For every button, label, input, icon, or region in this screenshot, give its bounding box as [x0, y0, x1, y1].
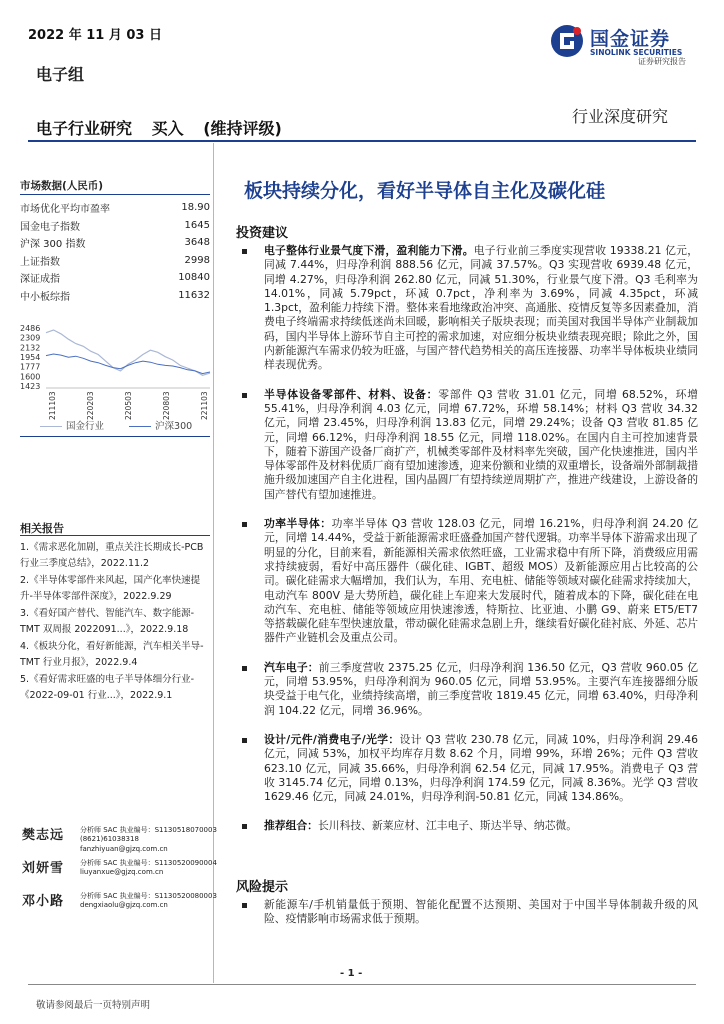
legend-item — [40, 418, 104, 432]
related-report-item[interactable]: 3.《看好国产替代、智能汽车、数字能源-TMT 双周报 2022091...》，2022.9.18 — [20, 608, 194, 635]
analyst-phone: (8621)61038318 — [80, 835, 139, 843]
analyst-name: 刘妍雪 — [22, 861, 65, 876]
y-tick-label: 1600 — [20, 372, 41, 382]
report-category: 证券研究报告 — [638, 57, 686, 66]
advice-item — [236, 661, 698, 718]
risk-body — [236, 898, 698, 942]
related-reports-list — [20, 540, 212, 705]
bullet-icon — [242, 249, 247, 254]
legend-label: 国金行业 — [66, 421, 105, 432]
chart-legend — [40, 418, 214, 432]
advice-text: 设计 Q3 营收 230.78 亿元，同减 10%，归母净利润 29.46 亿元，同减 53%，加权平均库存月数 8.62 个月，同增 99%，环增 26%；元件 Q3 营收 623.10 亿元，同减 35.66%，归母净利润 62.54 亿元，同减 17.95%。消费电子 Q3 营收 3145.74 亿元，同增 0.13%，归母净利润 174.59 亿元，同减 8.36%。光学 Q3 营收 1629.46 亿元，同减 24.01%，归母净利润-50.81 亿元，同减 134.86%。 — [264, 732, 698, 804]
legend-label: 沪深300 — [155, 421, 193, 432]
column-divider — [213, 143, 214, 983]
risk-text: 新能源车/手机销量低于预期、智能化配置不达预期、美国对于中国半导体制裁升级的风险、疫情影响市场需求低于预期。 — [264, 898, 698, 926]
market-row-label: 深证成指 — [20, 274, 60, 286]
rating-line — [36, 116, 296, 139]
advice-item — [236, 388, 698, 502]
bullet-icon — [242, 738, 247, 743]
logo-mark-icon — [550, 24, 584, 58]
rating-status: (维持评级) — [203, 119, 282, 138]
market-row — [20, 287, 210, 305]
advice-lead: 功率半导体： — [264, 517, 332, 531]
market-row-label: 上证指数 — [20, 256, 60, 268]
investment-advice-body — [236, 244, 698, 849]
footer-divider — [28, 984, 696, 985]
bullet-icon — [242, 522, 247, 527]
market-row-label: 沪深 300 指数 — [20, 239, 86, 251]
bullet-icon — [242, 903, 247, 908]
market-row-label: 中小板综指 — [20, 291, 70, 303]
y-tick-label: 2132 — [20, 343, 41, 353]
analyst-cert: 分析师 SAC 执业编号：S1130520090004 — [80, 859, 217, 867]
header-divider — [28, 140, 696, 142]
analyst-contact — [80, 835, 168, 854]
related-reports-title: 相关报告 — [20, 522, 64, 535]
risk-title: 风险提示 — [236, 880, 289, 895]
related-report-item[interactable]: 1.《需求恶化加剧，重点关注长期成长-PCB 行业三季度总结》，2022.11.2 — [20, 542, 204, 569]
analyst-name: 邓小路 — [22, 894, 65, 909]
market-row-value: 11632 — [178, 289, 210, 301]
x-tick-label: 220803 — [162, 391, 171, 420]
analyst-email[interactable]: liuyanxue@gjzq.com.cn — [80, 868, 164, 876]
y-tick-label: 1777 — [20, 362, 41, 372]
advice-item — [236, 244, 698, 373]
market-row-value: 18.90 — [181, 202, 210, 214]
investment-advice-title: 投资建议 — [236, 226, 289, 241]
market-row — [20, 234, 210, 252]
related-report-item[interactable]: 5.《看好需求旺盛的电子半导体细分行业-《2022-09-01 行业...》，2022.9.1 — [20, 674, 194, 701]
market-row-label: 市场优化平均市盈率 — [20, 204, 110, 216]
analyst-email[interactable]: dengxiaolu@gjzq.com.cn — [80, 901, 168, 909]
market-row — [20, 269, 210, 287]
analyst-contact — [80, 868, 163, 878]
analyst-cert: 分析师 SAC 执业编号：S1130518070003 — [80, 826, 217, 834]
market-data-title: 市场数据(人民币) — [20, 180, 104, 192]
market-row-value: 10840 — [178, 272, 210, 284]
advice-text: 电子行业前三季度实现营收 19338.21 亿元，同减 7.44%，归母净利润 888.56 亿元，同减 37.57%。Q3 实现营收 6939.48 亿元，同增 4.27%，归母净利润 262.80 亿元，同减 51.30%，行业景气度下滑。Q3 毛利率为 14.01%，同减 5.79pct，环减 0.7pct，净利率为 3.69%，同减 4.35pct，环减 1.3pct，盈利能力持续下滑。整体来看地缘政治冲突、高通胀、疫情反复等多因素叠加，消费电子终端需求持续低迷尚未回暖，影响相关子版块表现；而美国对我国半导体产业制裁加码，国内半导体上游环节自主可控的需求加速，对应细分板块业绩表现亮眼；除此之外，国内新能源汽车需求仍较为旺盛，与国产替代趋势相关的高压连接器、功率半导体板块业绩同样表现优秀。 — [264, 244, 698, 372]
chart-divider — [20, 436, 210, 437]
advice-text: 功率半导体 Q3 营收 128.03 亿元，同增 16.21%，归母净利润 24.20 亿元，同增 14.44%，受益于新能源需求旺盛叠加国产替代逻辑。功率半导体下游需求出现了明显的分化，目前来看，新能源相关需求依然旺盛，工业需求稳中有所下降，消费级应用需求持续疲弱，看好中高压器件（碳化硅、IGBT、超级 MOS）及新能源应用占比较高的公司。碳化硅需求大幅增加，我们认为，车用、充电桩、储能等领域对碳化硅需求持续加大，电动汽车 800V 是大势所趋，碳化硅上车迎来大发展时代，随着成本的下降，碳化硅在电动汽车、充电桩、储能等领域应用快速渗透，特斯拉、比亚迪、小鹏 G9、蔚来 ET5/ET7 等搭载碳化硅车型快速放量，带动碳化硅需求急剧上升，继续看好碳化硅衬底、外延、芯片器件产业链机会及重点公司。 — [264, 517, 698, 645]
market-row — [20, 252, 210, 270]
x-tick-label: 211103 — [48, 391, 57, 420]
analyst-card — [20, 855, 217, 888]
advice-item — [236, 733, 698, 804]
advice-lead: 汽车电子： — [264, 660, 319, 674]
bullet-icon — [242, 393, 247, 398]
y-tick-label: 1423 — [20, 382, 41, 391]
market-data-table — [20, 178, 210, 304]
analyst-card — [20, 888, 217, 921]
advice-text: 零部件 Q3 营收 31.01 亿元，同增 68.52%，环增 55.41%，归母净利润 4.03 亿元，同增 67.72%，环增 58.14%；材料 Q3 营收 34.32 亿元，同增 23.45%，归母净利润 13.83 亿元，同增 29.24%；设备 Q3 营收 81.85 亿元，同增 66.12%，归母净利润 18.55 亿元，同增 118.02%。在国内自主可控加速背景下，随着下游国产设备厂商扩产，机械类零部件及材料率先突破，国产化快速推进，国内半导体零部件及材料优质厂商有望加速渗透，迎来份额和业绩的双重增长，设备端外部制裁措施升级加速国产自主化进程，国内晶圆厂有望持续逆周期扩产，推进产线建设，上游设备的国产替代有望加速推进。 — [264, 387, 698, 501]
research-group: 电子组 — [36, 65, 85, 84]
logo-text-cn: 国金证券 — [590, 28, 671, 50]
market-row-label: 国金电子指数 — [20, 221, 80, 233]
market-row — [20, 199, 210, 217]
related-report-item[interactable]: 4.《板块分化，看好新能源，汽车相关半导-TMT 行业月报》，2022.9.4 — [20, 641, 204, 668]
series-line-1 — [46, 330, 210, 375]
advice-text: 前三季度营收 2375.25 亿元，归母净利润 136.50 亿元，Q3 营收 960.05 亿元，同增 53.95%，归母净利润为 960.05 亿元，同增 53.95%。主要汽车连接器细分版块受益于电气化，业绩持续高增，前三季度营收 1819.45 亿元，同增 63.40%，归母净利润 104.22 亿元，同增 36.96%。 — [264, 660, 698, 717]
analyst-list — [20, 822, 217, 921]
legend-swatch — [129, 426, 151, 427]
logo-text-en: SINOLINK SECURITIES — [590, 48, 683, 57]
market-row-value: 3648 — [184, 237, 210, 249]
rating-label: 买入 — [151, 119, 184, 138]
advice-text: 长川科技、新莱应材、江丰电子、斯达半导、纳芯微。 — [317, 819, 578, 833]
y-tick-label: 1954 — [20, 353, 41, 362]
advice-lead: 设计/元件/消费电子/光学： — [264, 732, 400, 746]
report-date: 2022 年 11 月 03 日 — [28, 28, 162, 43]
market-row — [20, 217, 210, 235]
advice-lead: 推荐组合： — [264, 819, 318, 833]
legend-swatch — [40, 426, 62, 427]
risk-item — [236, 898, 698, 927]
x-tick-label: 221103 — [200, 391, 209, 420]
industry-label: 电子行业研究 — [36, 119, 133, 138]
market-row-value: 1645 — [184, 219, 210, 231]
market-title-divider — [20, 194, 210, 195]
advice-lead: 半导体设备零部件、材料、设备： — [264, 387, 439, 401]
y-tick-label: 2309 — [20, 333, 41, 343]
analyst-card — [20, 822, 217, 855]
legend-item — [129, 418, 192, 432]
report-title: 板块持续分化，看好半导体自主化及碳化硅 — [244, 180, 606, 202]
page-number: - 1 - — [340, 968, 363, 979]
analyst-cert: 分析师 SAC 执业编号：S1130520080003 — [80, 892, 217, 900]
bullet-icon — [242, 824, 247, 829]
advice-lead: 电子整体行业景气度下滑，盈利能力下滑。 — [264, 244, 474, 257]
x-tick-label: 220503 — [124, 391, 133, 420]
x-tick-label: 220203 — [86, 391, 95, 420]
advice-item — [236, 819, 698, 833]
analyst-name: 樊志远 — [22, 828, 65, 843]
analyst-contact — [80, 901, 168, 911]
y-tick-label: 2486 — [20, 324, 41, 333]
related-reports-divider — [20, 535, 210, 536]
related-report-item[interactable]: 2.《半导体零部件来风起，国产化率快速提升-半导体零部件深度》，2022.9.29 — [20, 575, 201, 602]
index-chart — [14, 320, 214, 430]
footer-disclaimer: 敬请参阅最后一页特别声明 — [36, 1000, 151, 1011]
market-row-value: 2998 — [184, 254, 210, 266]
advice-item — [236, 517, 698, 646]
bullet-icon — [242, 666, 247, 671]
report-type: 行业深度研究 — [572, 107, 669, 126]
analyst-email[interactable]: fanzhiyuan@gjzq.com.cn — [80, 844, 168, 853]
